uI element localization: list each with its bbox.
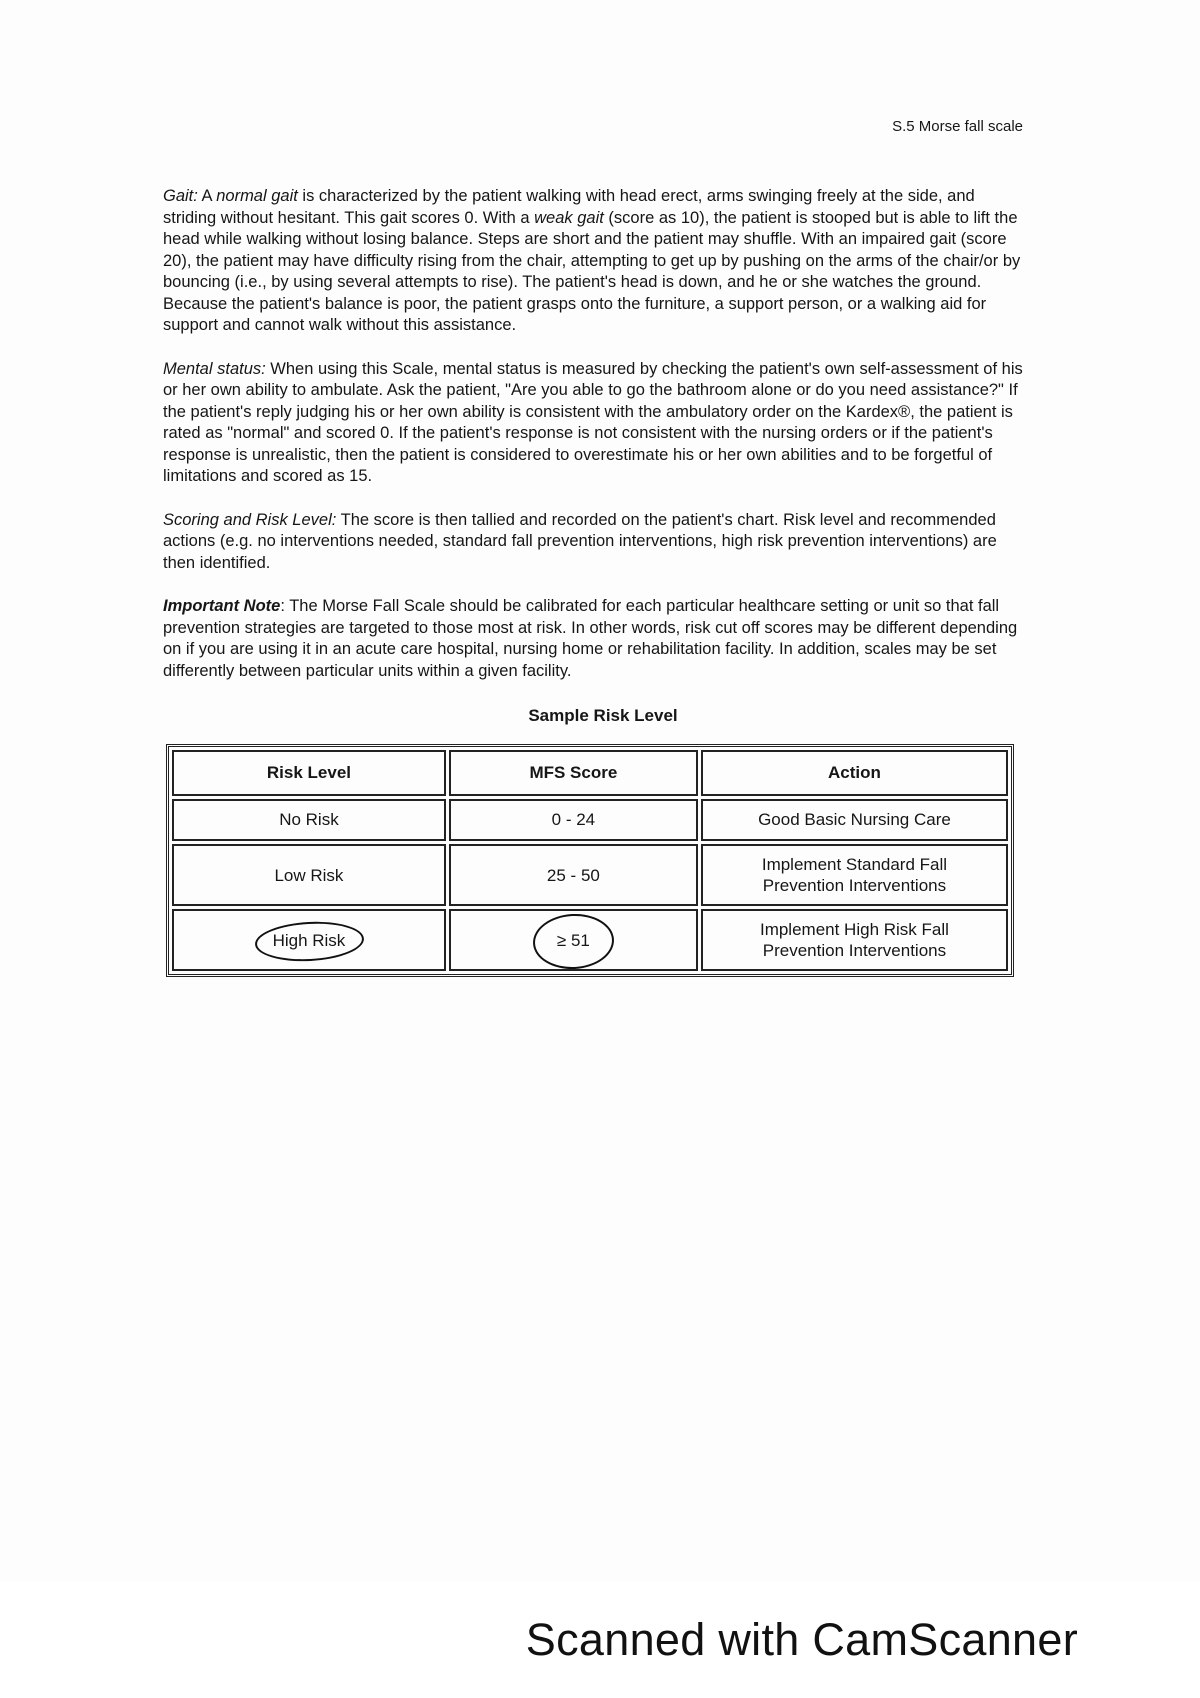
gait-text-1: A — [197, 187, 217, 205]
risk-level-cell: Low Risk — [172, 844, 446, 906]
risk-level-cell: No Risk — [172, 799, 446, 841]
pen-circle-icon — [254, 919, 365, 964]
high-risk-score: ≥ 51 — [556, 930, 590, 950]
gait-text-2: is characterized by the patient walking with head erect, arms swinging freely at the side, and striding without hesitant. This gait scores 0. With a — [163, 187, 975, 227]
table-row — [172, 844, 1008, 906]
table-row — [172, 799, 1008, 841]
mental-status-text: When using this Scale, mental status is measured by checking the patient's own self-assessment of his or her own ability to ambulate. Ask the patient, "Are you able to go the bathroom alone or do you need assistance?" If the patient's reply judging his or her own ability is consistent with the ambulatory order on the Kardex®, the patient is rated as "normal" and scored 0. If the patient's response is not consistent with the nursing orders or if the patient's response is unrealistic, then the patient is considered to overestimate his or her own abilities and to be forgetful of limitations and scored as 15. — [163, 359, 1023, 485]
scoring-text: The score is then tallied and recorded on the patient's chart. Risk level and recommended actions (e.g. no interventions needed, standard fall prevention interventions, high risk prevention interventions) are then identified. — [163, 510, 997, 572]
important-note-paragraph — [163, 596, 1023, 682]
gait-weak-term: weak gait — [534, 208, 604, 227]
camscanner-watermark: Scanned with CamScanner — [525, 1614, 1078, 1665]
document-body — [163, 186, 1023, 977]
table-header-row — [172, 750, 1008, 796]
header-mfs-score: MFS Score — [449, 750, 698, 796]
scoring-paragraph — [163, 510, 1023, 575]
header-risk-level: Risk Level — [172, 750, 446, 796]
action-line-1: Implement High Risk Fall — [759, 920, 949, 939]
action-line-2: Prevention Interventions — [762, 876, 947, 895]
action-cell: Good Basic Nursing Care — [701, 799, 1008, 841]
table-caption: Sample Risk Level — [528, 706, 678, 725]
mental-status-paragraph — [163, 359, 1023, 488]
gait-text-3: (score as 10), the patient is stooped but is able to lift the head while walking without losing balance. Steps are short and the patient may shuffle. With an impaired gait (score 20), the patient may have difficulty rising from the chair, attempting to get up by pushing on the arms of the chair/or by bouncing (i.e., by using several attempts to rise). The patient's head is down, and he or she watches the ground. Because the patient's balance is poor, the patient grasps onto the furniture, a support person, or a walking aid for support and cannot walk without this assistance. — [163, 208, 1021, 334]
action-line-2: Prevention Interventions — [762, 941, 947, 960]
pen-circle-icon — [532, 911, 616, 970]
page-header: S.5 Morse fall scale — [892, 118, 1023, 135]
risk-level-cell — [172, 909, 446, 971]
important-note-lead: Important Note — [163, 597, 281, 615]
high-risk-label: High Risk — [272, 930, 346, 950]
handwritten-circle-score — [545, 926, 602, 955]
gait-normal-term: normal gait — [216, 187, 298, 205]
header-action: Action — [701, 750, 1008, 796]
gait-paragraph — [163, 186, 1023, 337]
risk-level-table — [166, 744, 1014, 977]
handwritten-circle-high-risk — [261, 926, 358, 955]
scoring-lead: Scoring and Risk Level: — [163, 510, 337, 529]
gait-lead: Gait: — [163, 187, 198, 205]
table-row — [172, 909, 1008, 971]
mfs-score-cell — [449, 909, 698, 971]
action-cell — [701, 844, 1008, 906]
important-note-text: : The Morse Fall Scale should be calibrated for each particular healthcare setting or unit so that fall prevention strategies are targeted to those most at risk. In other words, risk cut off scores may be different depending on if you are using it in an acute care hospital, nursing home or rehabilitation facility. In addition, scales may be set differently between particular units within a given facility. — [163, 597, 1018, 680]
mfs-score-cell: 0 - 24 — [449, 799, 698, 841]
mfs-score-cell: 25 - 50 — [449, 844, 698, 906]
mental-status-lead: Mental status: — [163, 359, 266, 378]
action-line-1: Implement Standard Fall — [761, 855, 948, 874]
action-cell — [701, 909, 1008, 971]
